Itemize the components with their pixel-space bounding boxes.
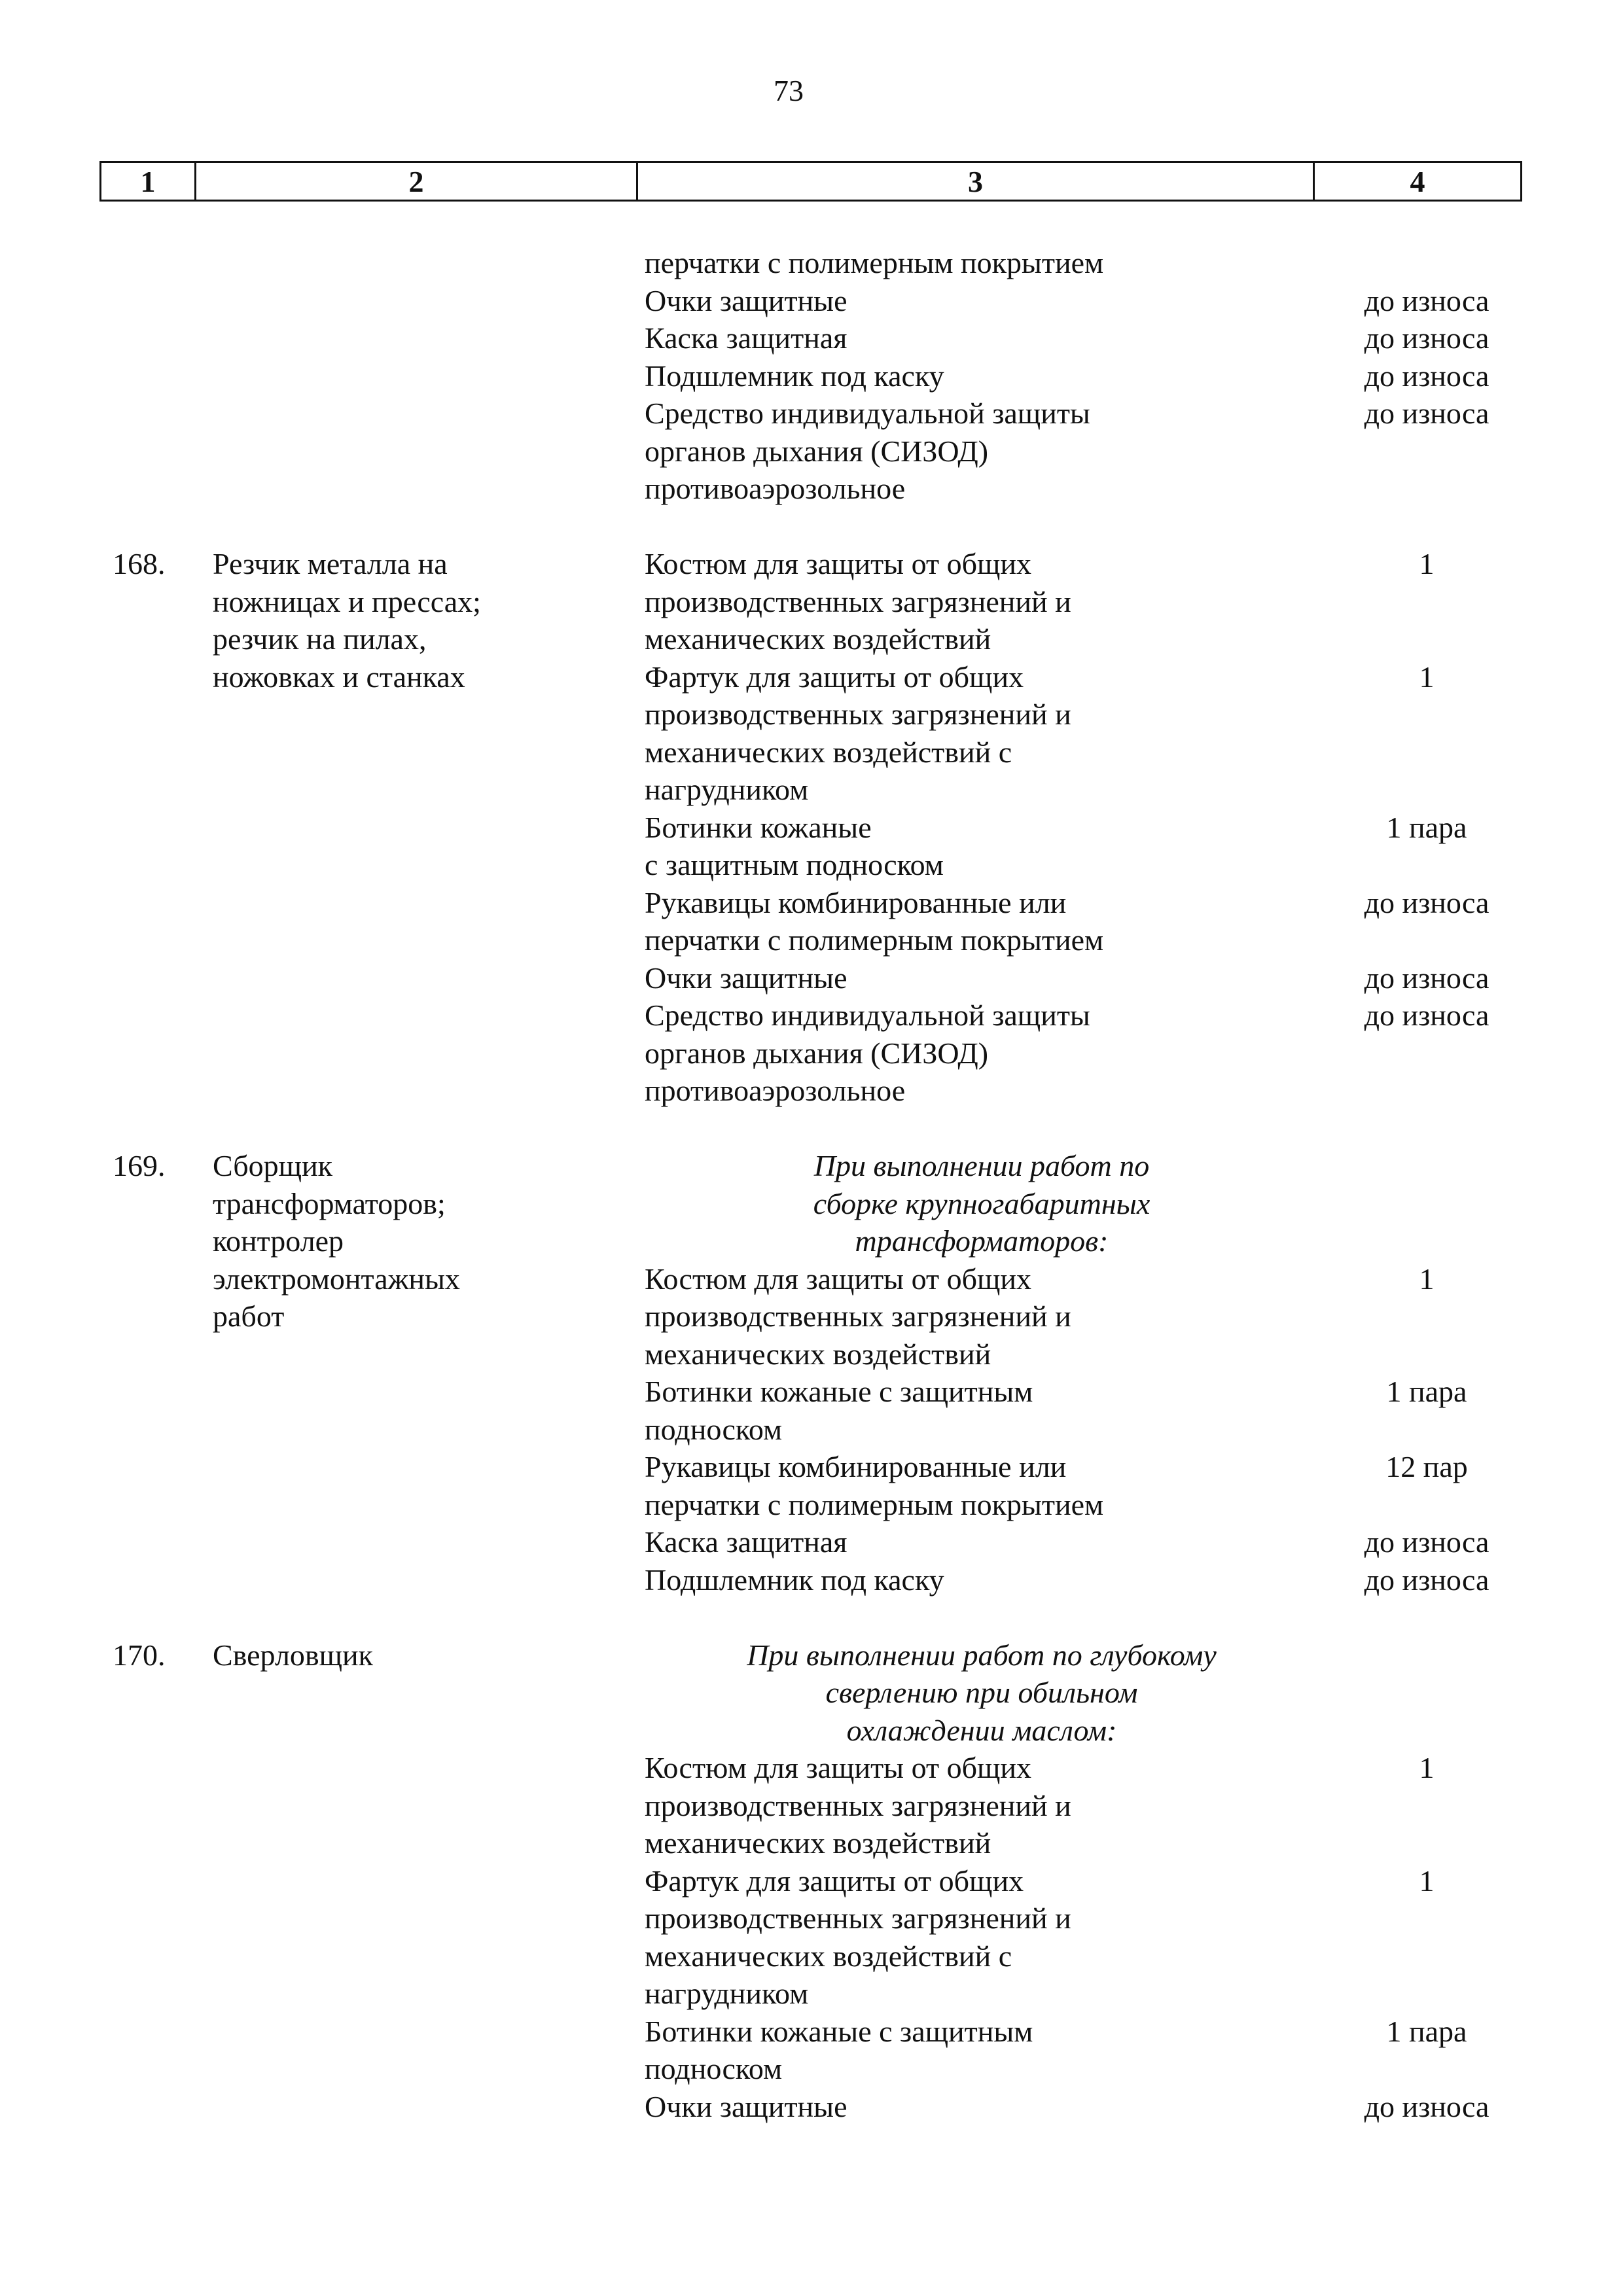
- column-header-3: 3: [638, 163, 1315, 200]
- ppe-item-line: с защитным подноском: [645, 848, 944, 881]
- ppe-item-line: Ботинки кожаные: [645, 810, 872, 844]
- column-header-2: 2: [196, 163, 638, 200]
- work-condition-line: сборке крупногабаритных: [813, 1186, 1150, 1220]
- ppe-quantity: 1: [1419, 547, 1435, 580]
- ppe-item-line: органов дыхания (СИЗОД): [645, 434, 989, 468]
- ppe-item-line: Каска защитная: [645, 321, 847, 355]
- work-condition-line: сверлению при обильном: [825, 1676, 1138, 1709]
- ppe-item-line: производственных загрязнений и: [645, 698, 1071, 731]
- ppe-quantity: до износа: [1364, 283, 1489, 317]
- ppe-quantity: 1: [1419, 1751, 1435, 1784]
- ppe-item-line: механических воздействий: [645, 622, 991, 656]
- ppe-item-line: нагрудником: [645, 773, 809, 806]
- profession-line: Резчик металла на: [213, 547, 448, 580]
- ppe-item-line: Рукавицы комбинированные или: [645, 1450, 1067, 1483]
- ppe-item-line: механических воздействий: [645, 1337, 991, 1371]
- ppe-quantity: 1: [1419, 1262, 1435, 1296]
- work-condition-line: При выполнении работ по: [813, 1149, 1150, 1182]
- ppe-item-line: производственных загрязнений и: [645, 1299, 1071, 1333]
- row-number: 169.: [113, 1149, 166, 1182]
- ppe-item-line: механических воздействий: [645, 1826, 991, 1860]
- ppe-item-line: Очки защитные: [645, 283, 847, 317]
- ppe-item-line: Фартук для защиты от общих: [645, 660, 1024, 694]
- ppe-item-line: Каска защитная: [645, 1525, 847, 1559]
- ppe-quantity: 1 пара: [1386, 2014, 1467, 2048]
- ppe-quantity: 1 пара: [1386, 810, 1467, 844]
- column-header-row: [99, 161, 1522, 202]
- work-condition-line: охлаждении маслом:: [846, 1713, 1117, 1747]
- profession-line: работ: [213, 1299, 285, 1333]
- ppe-item-line: противоаэрозольное: [645, 472, 906, 505]
- profession-line: резчик на пилах,: [213, 622, 427, 656]
- ppe-item-line: Очки защитные: [645, 2089, 847, 2123]
- ppe-item-line: Костюм для защиты от общих: [645, 547, 1032, 580]
- ppe-item-line: Очки защитные: [645, 961, 847, 995]
- ppe-item-line: Подшлемник под каску: [645, 1563, 944, 1597]
- ppe-item-line: Костюм для защиты от общих: [645, 1751, 1032, 1784]
- ppe-item-line: механических воздействий с: [645, 1939, 1012, 1973]
- ppe-item-line: перчатки с полимерным покрытием: [645, 1487, 1104, 1521]
- ppe-item-line: Ботинки кожаные с защитным: [645, 2014, 1033, 2048]
- column-header-4: 4: [1410, 164, 1425, 198]
- ppe-item-line: Средство индивидуальной защиты: [645, 397, 1090, 430]
- ppe-item-line: производственных загрязнений и: [645, 584, 1071, 618]
- ppe-quantity: 12 пар: [1385, 1450, 1468, 1483]
- work-condition-line: трансформаторов:: [855, 1224, 1109, 1258]
- page-number: 73: [774, 74, 804, 107]
- row-number: 168.: [113, 547, 166, 580]
- ppe-quantity: до износа: [1364, 961, 1489, 995]
- ppe-quantity: 1 пара: [1386, 1375, 1467, 1408]
- work-condition-line: При выполнении работ по глубокому: [747, 1638, 1217, 1672]
- ppe-item-line: механических воздействий с: [645, 735, 1012, 769]
- ppe-quantity: до износа: [1364, 321, 1489, 355]
- ppe-item-line: Ботинки кожаные с защитным: [645, 1375, 1033, 1408]
- ppe-item-line: перчатки с полимерным покрытием: [645, 923, 1104, 957]
- ppe-item-line: Рукавицы комбинированные или: [645, 885, 1067, 919]
- profession-line: электромонтажных: [213, 1262, 460, 1296]
- profession-line: трансформаторов;: [213, 1186, 446, 1220]
- ppe-item-line: перчатки с полимерным покрытием: [645, 246, 1104, 279]
- profession-line: ножовках и станках: [213, 660, 465, 694]
- row-number: 170.: [113, 1638, 166, 1672]
- profession-line: ножницах и прессах;: [213, 584, 481, 618]
- ppe-quantity: до износа: [1364, 998, 1489, 1032]
- ppe-item-line: подноском: [645, 1412, 783, 1446]
- ppe-quantity: до износа: [1364, 1525, 1489, 1559]
- ppe-item-line: производственных загрязнений и: [645, 1788, 1071, 1822]
- ppe-item-line: противоаэрозольное: [645, 1074, 906, 1107]
- ppe-item-line: производственных загрязнений и: [645, 1901, 1071, 1935]
- profession-line: контролер: [213, 1224, 344, 1258]
- ppe-quantity: до износа: [1364, 2089, 1489, 2123]
- ppe-quantity: до износа: [1364, 1563, 1489, 1597]
- ppe-item-line: Фартук для защиты от общих: [645, 1863, 1024, 1898]
- ppe-item-line: нагрудником: [645, 1977, 809, 2010]
- ppe-item-line: подноском: [645, 2052, 783, 2085]
- ppe-quantity: до износа: [1364, 397, 1489, 430]
- ppe-item-line: Костюм для защиты от общих: [645, 1262, 1032, 1296]
- ppe-item-line: Подшлемник под каску: [645, 359, 944, 393]
- ppe-quantity: до износа: [1364, 359, 1489, 393]
- profession-line: Сборщик: [213, 1149, 333, 1182]
- column-header-1: 1: [101, 163, 196, 200]
- profession-line: Сверловщик: [213, 1638, 374, 1672]
- ppe-item-line: органов дыхания (СИЗОД): [645, 1036, 989, 1070]
- ppe-quantity: 1: [1419, 660, 1435, 694]
- ppe-quantity: до износа: [1364, 885, 1489, 919]
- ppe-item-line: Средство индивидуальной защиты: [645, 998, 1090, 1032]
- ppe-quantity: 1: [1419, 1863, 1435, 1898]
